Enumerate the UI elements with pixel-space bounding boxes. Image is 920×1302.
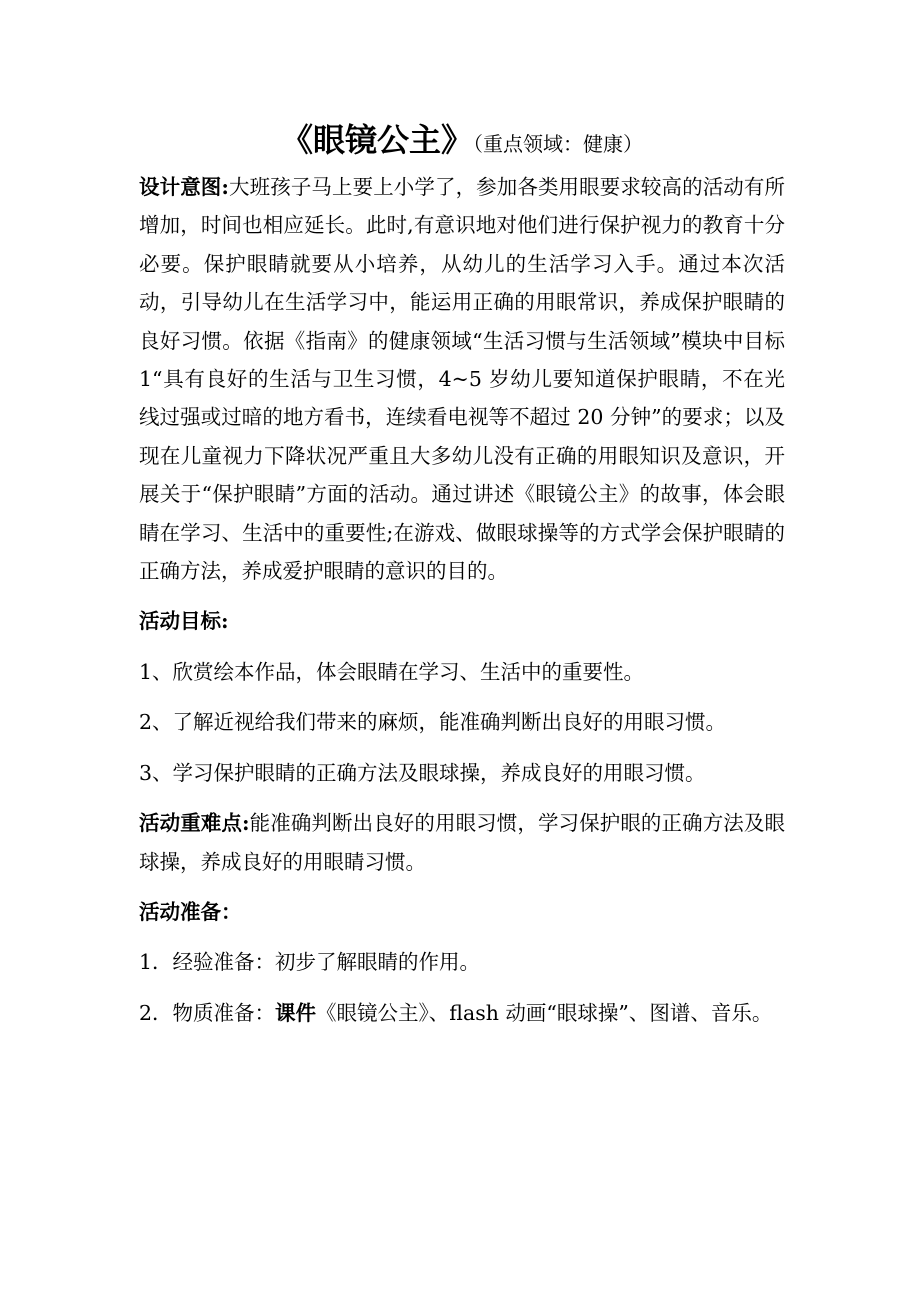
title-line	[139, 118, 785, 162]
design-intent-label: 设计意图:	[139, 175, 229, 199]
preparation-item-2-prefix: 2．物质准备：	[139, 1000, 276, 1025]
document-page	[139, 118, 785, 1032]
design-intent-text: 大班孩子马上要上小学了，参加各类用眼要求较高的活动有所增加，时间也相应延长。此时,有意识地对他们进行保护视力的教育十分必要。保护眼睛就要从小培养，从幼儿的生活学习入手。通过本次活动，引导幼儿在生活学习中，能运用正确的用眼常识，养成保护眼睛的良好习惯。依据《指南》的健康领域“生活习惯与生活领域”模块中目标 1“具有良好的生活与卫生习惯，4~5 岁幼儿要知道保护眼睛，不在光线过强或过暗的地方看书，连续看电视等不超过 20 分钟”的要求；以及现在儿童视力下降状况严重且大多幼儿没有正确的用眼知识及意识，开展关于“保护眼睛”方面的活动。通过讲述《眼镜公主》的故事，体会眼睛在学习、生活中的重要性;在游戏、做眼球操等的方式学会保护眼睛的正确方法，养成爱护眼睛的意识的目的。	[139, 175, 785, 584]
preparation-heading: 活动准备：	[139, 899, 242, 924]
document-title: 《眼镜公主》	[280, 121, 473, 159]
goal-item-1: 1、欣赏绘本作品，体会眼睛在学习、生活中的重要性。	[139, 659, 645, 684]
preparation-item-2-rest: 《眼镜公主》、flash 动画“眼球操”、图谱、音乐。	[316, 1000, 773, 1025]
preparation-item-2-bold: 课件	[275, 1000, 317, 1025]
design-intent-paragraph	[139, 168, 785, 590]
goal-item-3: 3、学习保护眼睛的正确方法及眼球操，养成良好的用眼习惯。	[139, 760, 706, 785]
document-subtitle: （重点领域：健康）	[473, 132, 643, 156]
goals-heading: 活动目标:	[139, 609, 229, 634]
preparation-item-1: 1．经验准备：初步了解眼睛的作用。	[139, 950, 481, 975]
key-points-text: 能准确判断出良好的用眼习惯，学习保护眼的正确方法及眼球操，养成良好的用眼睛习惯。	[139, 811, 785, 874]
preparation-item-2	[139, 994, 785, 1032]
key-points-label: 活动重难点:	[139, 811, 250, 836]
key-points-paragraph	[139, 804, 785, 881]
goal-item-2: 2、了解近视给我们带来的麻烦，能准确判断出良好的用眼习惯。	[139, 710, 727, 735]
